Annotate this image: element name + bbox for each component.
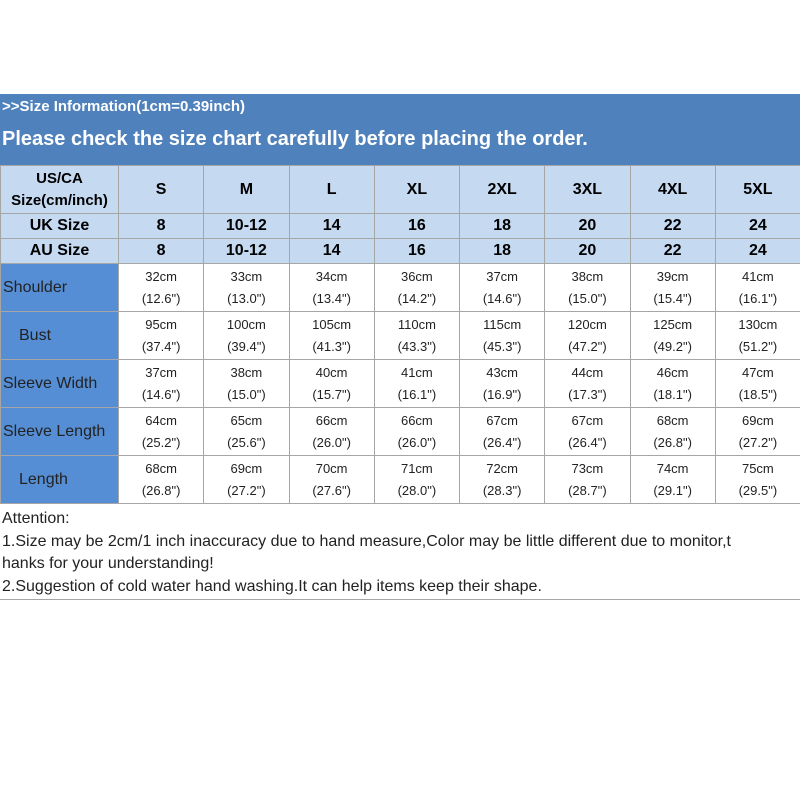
inch-value: (14.6") <box>141 386 181 402</box>
measurement-label-text: Length <box>19 470 68 488</box>
size-header-cell: 5XL <box>715 166 800 214</box>
inch-value: (37.4") <box>141 338 181 354</box>
cm-value: 74cm <box>656 460 689 476</box>
size-header-cell: M <box>204 166 289 214</box>
cm-value: 34cm <box>315 268 348 284</box>
measurement-label-text: Sleeve Length <box>3 422 106 440</box>
au-size-row <box>1 239 800 264</box>
inch-value: (39.4") <box>227 338 266 354</box>
measurement-label-text: Bust <box>19 326 52 344</box>
cm-value: 69cm <box>741 412 774 428</box>
uk-size-cell: 14 <box>289 214 374 239</box>
note-1-part1: 1.Size may be 2cm/1 inch inaccuracy due to hand measure,Color may be little different due to monitor,t <box>2 532 731 550</box>
cm-value: 64cm <box>145 412 178 428</box>
uk-size-row <box>1 214 800 239</box>
inch-value: (26.0") <box>397 434 437 450</box>
inch-value: (29.1") <box>653 482 692 498</box>
cm-value: 68cm <box>145 460 178 476</box>
cm-value: 46cm <box>656 364 689 380</box>
measurement-label <box>1 360 119 408</box>
measurement-cell <box>460 264 545 312</box>
inch-value: (29.5") <box>738 482 778 498</box>
measurement-cell <box>545 312 630 360</box>
cm-value: 40cm <box>315 364 348 380</box>
au-size-cell: 22 <box>630 239 715 264</box>
measurement-label <box>1 264 119 312</box>
measurement-label <box>1 408 119 456</box>
measurement-cell <box>715 456 800 504</box>
inch-value: (16.1") <box>738 290 778 306</box>
inch-value: (28.0") <box>397 482 437 498</box>
uk-size-cell: 24 <box>715 214 800 239</box>
inch-value: (51.2") <box>738 338 778 354</box>
cm-value: 115cm <box>483 316 522 332</box>
inch-value: (17.3") <box>568 386 607 402</box>
inch-value: (14.2") <box>397 290 437 306</box>
measurement-cell <box>119 264 204 312</box>
cm-value: 70cm <box>315 460 348 476</box>
inch-value: (15.0") <box>227 386 266 402</box>
cm-value: 66cm <box>315 412 348 428</box>
inch-value: (14.6") <box>482 290 522 306</box>
au-size-cell: 14 <box>289 239 374 264</box>
inch-value: (28.3") <box>482 482 522 498</box>
cm-value: 65cm <box>230 412 263 428</box>
inch-value: (45.3") <box>482 338 522 354</box>
cm-value: 44cm <box>571 364 604 380</box>
cm-value: 43cm <box>486 364 519 380</box>
measurement-cell <box>204 312 289 360</box>
inch-value: (15.7") <box>312 386 351 402</box>
measurement-cell <box>545 264 630 312</box>
cm-value: 38cm <box>230 364 263 380</box>
uk-size-cell: 22 <box>630 214 715 239</box>
measurement-cell <box>374 264 459 312</box>
size-header-cell: S <box>119 166 204 214</box>
inch-value: (16.1") <box>397 386 437 402</box>
measurement-cell <box>119 408 204 456</box>
measurement-cell <box>715 408 800 456</box>
cm-value: 120cm <box>567 316 607 332</box>
uk-size-cell: 10-12 <box>204 214 289 239</box>
measurement-cell <box>545 408 630 456</box>
measurement-cell <box>630 456 715 504</box>
measurement-cell <box>204 360 289 408</box>
size-header-cell: L <box>289 166 374 214</box>
cm-value: 33cm <box>230 268 263 284</box>
measurement-row <box>1 456 800 504</box>
inch-value: (26.4") <box>482 434 522 450</box>
size-header-cell: XL <box>374 166 459 214</box>
cm-value: 95cm <box>145 316 178 332</box>
measurement-cell <box>289 360 374 408</box>
measurement-cell <box>119 312 204 360</box>
au-size-cell: 8 <box>119 239 204 264</box>
note-1 <box>2 531 800 576</box>
size-header-cell: 2XL <box>460 166 545 214</box>
size-header-cell: 4XL <box>630 166 715 214</box>
au-size-label: AU Size <box>1 239 119 264</box>
measurement-label-text: Sleeve Width <box>3 374 98 392</box>
size-header-cell: 3XL <box>545 166 630 214</box>
measurement-cell <box>630 408 715 456</box>
au-size-cell: 24 <box>715 239 800 264</box>
inch-value: (26.8") <box>653 434 692 450</box>
au-size-cell: 10-12 <box>204 239 289 264</box>
inch-value: (27.2") <box>227 482 266 498</box>
cm-value: 71cm <box>400 460 433 476</box>
inch-value: (25.6") <box>227 434 266 450</box>
measurement-label <box>1 312 119 360</box>
measurement-row <box>1 360 800 408</box>
inch-value: (49.2") <box>653 338 692 354</box>
inch-value: (26.4") <box>568 434 607 450</box>
inch-value: (13.0") <box>227 290 266 306</box>
measurement-cell <box>289 264 374 312</box>
us-size-label <box>1 166 119 214</box>
cm-value: 32cm <box>145 268 178 284</box>
inch-value: (15.0") <box>568 290 607 306</box>
cm-value: 67cm <box>571 412 604 428</box>
cm-value: 47cm <box>741 364 774 380</box>
measurement-cell <box>289 456 374 504</box>
measurement-cell <box>460 456 545 504</box>
measurement-cell <box>119 456 204 504</box>
inch-value: (13.4") <box>312 290 351 306</box>
measurement-cell <box>545 456 630 504</box>
cm-value: 38cm <box>571 268 604 284</box>
measurement-cell <box>289 408 374 456</box>
inch-value: (15.4") <box>653 290 692 306</box>
uk-size-label: UK Size <box>1 214 119 239</box>
cm-value: 68cm <box>656 412 689 428</box>
measurement-cell <box>204 264 289 312</box>
measurement-cell <box>374 360 459 408</box>
measurement-cell <box>715 264 800 312</box>
measurement-cell <box>630 264 715 312</box>
measurement-cell <box>119 360 204 408</box>
au-size-cell: 18 <box>460 239 545 264</box>
inch-value: (27.6") <box>312 482 351 498</box>
measurement-label <box>1 456 119 504</box>
inch-value: (27.2") <box>738 434 778 450</box>
uk-size-cell: 8 <box>119 214 204 239</box>
inch-value: (43.3") <box>397 338 437 354</box>
measurement-row <box>1 408 800 456</box>
us-label-line2: Size(cm/inch) <box>11 191 108 209</box>
attention-title: Attention: <box>2 510 70 527</box>
uk-size-cell: 16 <box>374 214 459 239</box>
uk-size-cell: 18 <box>460 214 545 239</box>
cm-value: 66cm <box>400 412 433 428</box>
measurement-cell <box>204 456 289 504</box>
au-size-cell: 20 <box>545 239 630 264</box>
us-size-row <box>1 166 800 214</box>
cm-value: 39cm <box>656 268 689 284</box>
bottom-divider <box>0 599 800 600</box>
inch-value: (16.9") <box>482 386 522 402</box>
uk-size-cell: 20 <box>545 214 630 239</box>
au-size-cell: 16 <box>374 239 459 264</box>
cm-value: 67cm <box>486 412 519 428</box>
inch-value: (25.2") <box>141 434 181 450</box>
size-chart-table <box>0 165 800 504</box>
measurement-cell <box>460 360 545 408</box>
measurement-cell <box>715 312 800 360</box>
measurement-cell <box>374 312 459 360</box>
measurement-cell <box>374 456 459 504</box>
cm-value: 37cm <box>145 364 178 380</box>
cm-value: 41cm <box>400 364 433 380</box>
measurement-cell <box>630 312 715 360</box>
cm-value: 36cm <box>400 268 433 284</box>
inch-value: (12.6") <box>141 290 181 306</box>
measurement-row <box>1 264 800 312</box>
size-info-heading: >>Size Information(1cm=0.39inch) <box>2 98 245 115</box>
cm-value: 73cm <box>571 460 604 476</box>
measurement-label-text: Shoulder <box>3 278 68 296</box>
measurement-cell <box>715 360 800 408</box>
measurement-cell <box>460 312 545 360</box>
cm-value: 110cm <box>397 316 436 332</box>
cm-value: 125cm <box>653 316 693 332</box>
cm-value: 100cm <box>226 316 266 332</box>
measurement-cell <box>289 312 374 360</box>
inch-value: (26.0") <box>312 434 351 450</box>
us-label-line1: US/CA <box>36 169 83 187</box>
inch-value: (18.5") <box>738 386 778 402</box>
inch-value: (41.3") <box>312 338 351 354</box>
measurement-cell <box>460 408 545 456</box>
cm-value: 75cm <box>741 460 774 476</box>
cm-value: 130cm <box>738 316 778 332</box>
note-1-part2: hanks for your understanding! <box>2 555 214 572</box>
inch-value: (47.2") <box>568 338 607 354</box>
cm-value: 105cm <box>312 316 352 332</box>
measurement-cell <box>630 360 715 408</box>
note-2: 2.Suggestion of cold water hand washing.It can help items keep their shape. <box>2 577 542 595</box>
cm-value: 41cm <box>741 268 774 284</box>
cm-value: 72cm <box>486 460 519 476</box>
cm-value: 69cm <box>230 460 263 476</box>
cm-value: 37cm <box>486 268 519 284</box>
inch-value: (28.7") <box>568 482 607 498</box>
measurement-row <box>1 312 800 360</box>
inch-value: (18.1") <box>653 386 692 402</box>
measurement-cell <box>374 408 459 456</box>
measurement-cell <box>204 408 289 456</box>
measurement-cell <box>545 360 630 408</box>
inch-value: (26.8") <box>141 482 181 498</box>
attention-notes <box>2 508 800 598</box>
check-size-notice: Please check the size chart carefully before placing the order. <box>2 128 588 150</box>
